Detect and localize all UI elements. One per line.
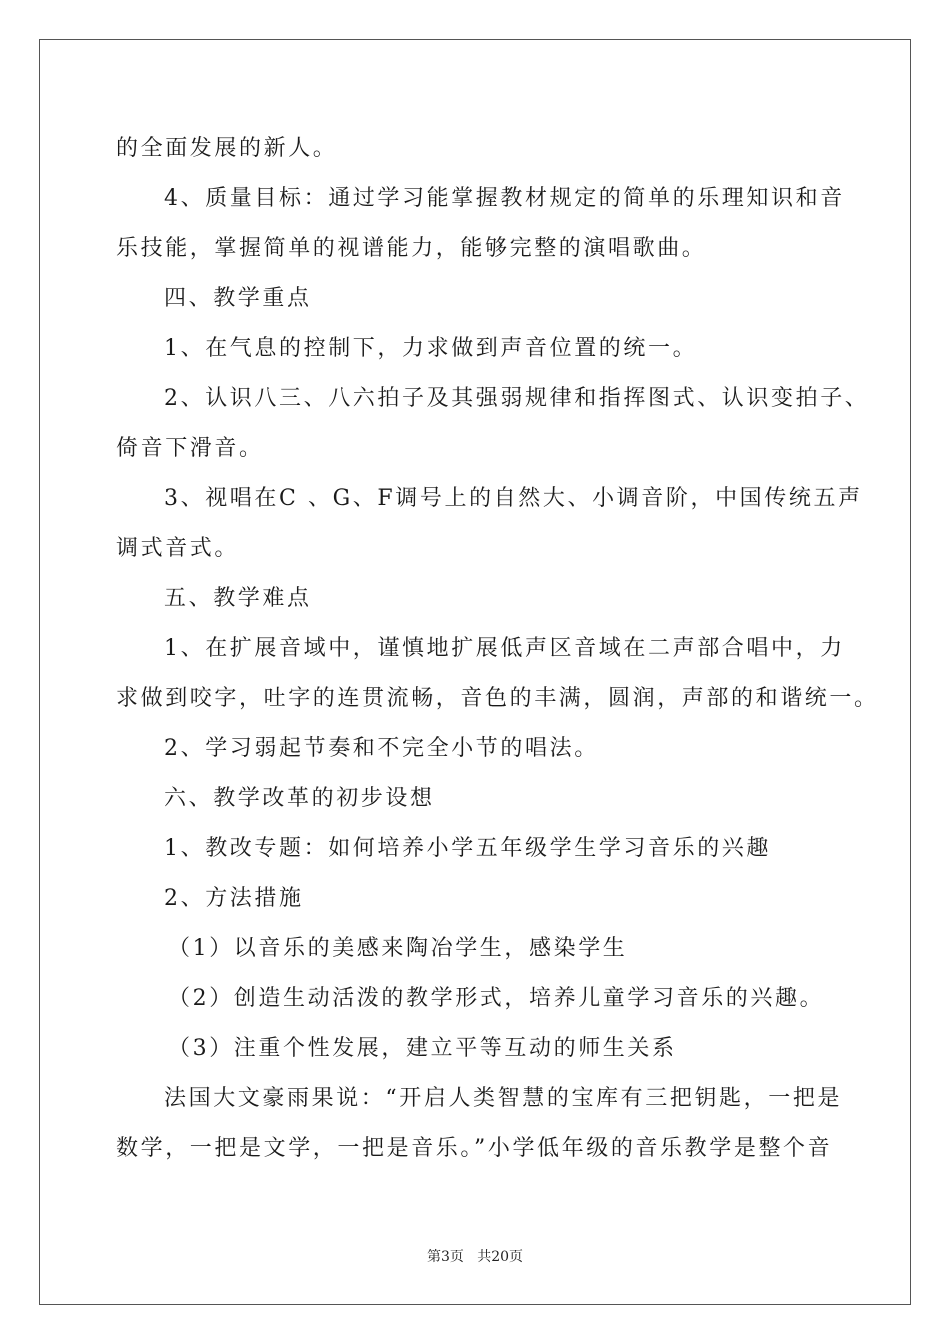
text-line: 倚音下滑音。: [116, 436, 264, 461]
text-line: 的全面发展的新人。: [116, 136, 338, 161]
page-number-footer: 第3页 共20页: [426, 1249, 524, 1265]
section-heading: 五、教学难点: [164, 586, 312, 611]
text-line: 乐技能，掌握简单的视谱能力，能够完整的演唱歌曲。: [116, 236, 707, 261]
section-heading: 四、教学重点: [164, 286, 312, 311]
text-line: 2、认识八三、八六拍子及其强弱规律和指挥图式、认识变拍子、: [164, 386, 870, 411]
list-item: （2）创造生动活泼的教学形式，培养儿童学习音乐的兴趣。: [168, 986, 825, 1011]
text-line: 法国大文豪雨果说：“开启人类智慧的宝库有三把钥匙，一把是: [164, 1086, 843, 1111]
text-line: 求做到咬字，吐字的连贯流畅，音色的丰满，圆润，声部的和谐统一。: [116, 686, 879, 711]
text-line: 1、教改专题：如何培养小学五年级学生学习音乐的兴趣: [164, 836, 771, 861]
text-line: 2、方法措施: [164, 886, 304, 911]
text-line: 1、在扩展音域中，谨慎地扩展低声区音域在二声部合唱中，力: [164, 636, 845, 661]
text-line: 2、学习弱起节奏和不完全小节的唱法。: [164, 736, 599, 761]
text-line: 3、视唱在C 、G、F调号上的自然大、小调音阶，中国传统五声: [164, 486, 863, 511]
list-item: （1）以音乐的美感来陶冶学生，感染学生: [168, 936, 628, 961]
list-item: （3）注重个性发展，建立平等互动的师生关系: [168, 1036, 677, 1061]
text-line: 1、在气息的控制下，力求做到声音位置的统一。: [164, 336, 698, 361]
page-border: [39, 39, 911, 1305]
text-line: 调式音式。: [116, 536, 240, 561]
section-heading: 六、教学改革的初步设想: [164, 786, 435, 811]
text-line: 4、质量目标：通过学习能掌握教材规定的简单的乐理知识和音: [164, 186, 845, 211]
text-line: 数学，一把是文学，一把是音乐。”小学低年级的音乐教学是整个音: [116, 1136, 833, 1161]
